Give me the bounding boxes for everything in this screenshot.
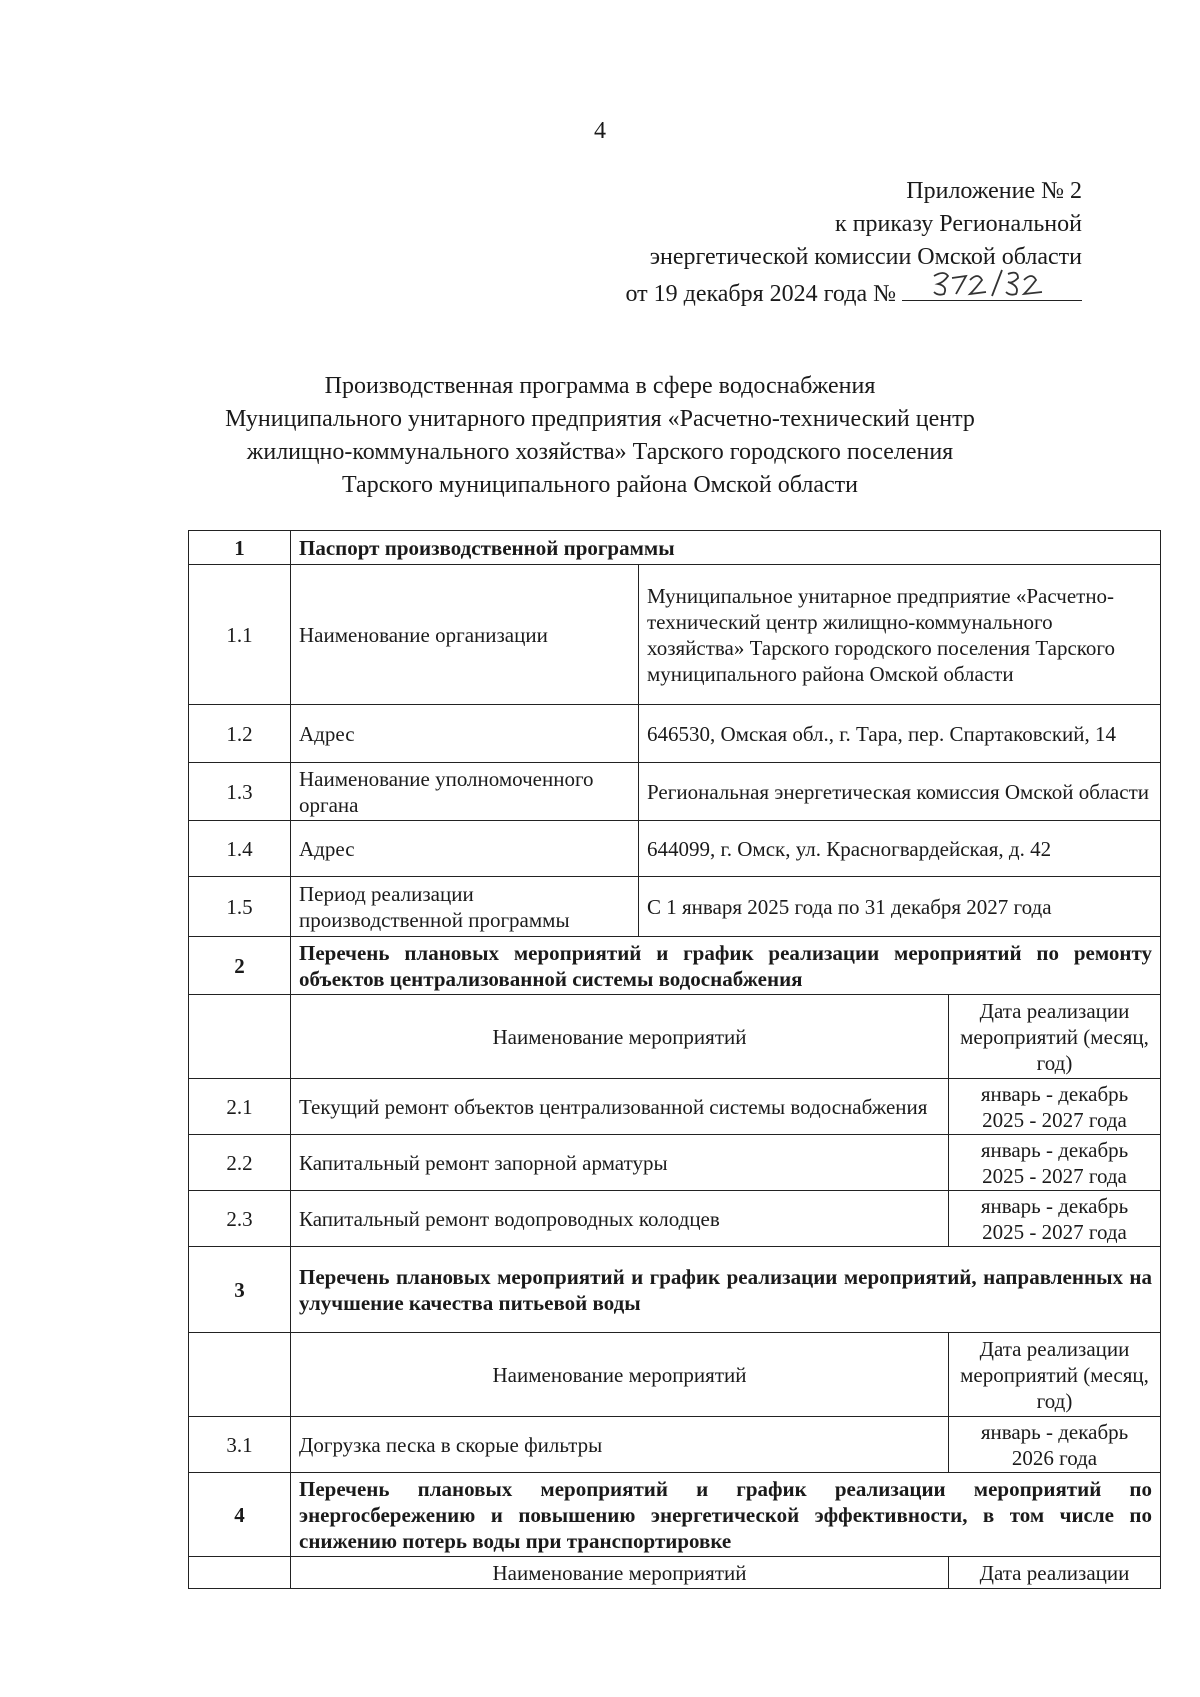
column-header-row bbox=[189, 995, 1161, 1079]
section-title: Перечень плановых мероприятий и график реализации мероприятий, направленных на улучшение качества питьевой воды bbox=[291, 1247, 1161, 1333]
activity-date bbox=[949, 1135, 1161, 1191]
row-label: Адрес bbox=[291, 821, 639, 877]
row-value: Муниципальное унитарное предприятие «Расчетно-технический центр жилищно-коммунального хозяйства» Тарского городского поселения Тарского муниципального района Омской области bbox=[639, 565, 1161, 705]
activity-date bbox=[949, 1417, 1161, 1473]
row-value: 646530, Омская обл., г. Тара, пер. Спартаковский, 14 bbox=[639, 705, 1161, 763]
document-title bbox=[150, 370, 1050, 502]
column-header-date: Дата реализации bbox=[949, 1557, 1161, 1589]
row-number: 2.1 bbox=[189, 1079, 291, 1135]
section-number: 4 bbox=[189, 1473, 291, 1557]
order-date-label: от 19 декабря 2024 года № bbox=[625, 281, 896, 307]
date-line: январь - декабрь bbox=[980, 1137, 1129, 1162]
table-row bbox=[189, 1135, 1161, 1191]
section-title: Перечень плановых мероприятий и график реализации мероприятий по энергосбережению и повышению энергетической эффективности, в том числе по снижению потерь воды при транспортировке bbox=[291, 1473, 1161, 1557]
date-line: 2025 - 2027 года bbox=[982, 1107, 1127, 1132]
table-row bbox=[189, 821, 1161, 877]
row-label: Адрес bbox=[291, 705, 639, 763]
title-line-1: Производственная программа в сфере водоснабжения bbox=[324, 373, 876, 399]
appendix-header bbox=[522, 175, 1082, 311]
row-label: Период реализации производственной программы bbox=[291, 877, 639, 937]
column-header-row bbox=[189, 1333, 1161, 1417]
title-line-4: Тарского муниципального района Омской области bbox=[341, 472, 858, 498]
row-value: С 1 января 2025 года по 31 декабря 2027 года bbox=[639, 877, 1161, 937]
date-line: 2025 - 2027 года bbox=[982, 1219, 1127, 1244]
section-2-header-row bbox=[189, 937, 1161, 995]
column-header-date: Дата реализации мероприятий (месяц, год) bbox=[949, 995, 1161, 1079]
column-header-name: Наименование мероприятий bbox=[291, 1333, 949, 1417]
section-1-header-row bbox=[189, 531, 1161, 565]
table-row bbox=[189, 1417, 1161, 1473]
table-row bbox=[189, 1191, 1161, 1247]
table-row bbox=[189, 705, 1161, 763]
empty-cell bbox=[189, 1557, 291, 1589]
activity-name: Капитальный ремонт запорной арматуры bbox=[291, 1135, 949, 1191]
empty-cell bbox=[189, 995, 291, 1079]
row-number: 2.2 bbox=[189, 1135, 291, 1191]
row-number: 2.3 bbox=[189, 1191, 291, 1247]
row-number: 1.2 bbox=[189, 705, 291, 763]
row-label: Наименование организации bbox=[291, 565, 639, 705]
section-title: Перечень плановых мероприятий и график реализации мероприятий по ремонту объектов централизованной системы водоснабжения bbox=[291, 937, 1161, 995]
date-line: 2026 года bbox=[1011, 1445, 1098, 1470]
table-row bbox=[189, 565, 1161, 705]
section-number: 2 bbox=[189, 937, 291, 995]
section-title: Паспорт производственной программы bbox=[291, 531, 1161, 565]
row-value: 644099, г. Омск, ул. Красногвардейская, д. 42 bbox=[639, 821, 1161, 877]
row-value: Региональная энергетическая комиссия Омской области bbox=[639, 763, 1161, 821]
activity-date bbox=[949, 1191, 1161, 1247]
activity-date bbox=[949, 1079, 1161, 1135]
activity-name: Текущий ремонт объектов централизованной системы водоснабжения bbox=[291, 1079, 949, 1135]
column-header-name: Наименование мероприятий bbox=[291, 995, 949, 1079]
section-number: 1 bbox=[189, 531, 291, 565]
title-line-2: Муниципального унитарного предприятия «Расчетно-технический центр bbox=[225, 406, 975, 432]
appendix-line-1: Приложение № 2 bbox=[906, 178, 1082, 204]
page-number: 4 bbox=[594, 118, 606, 144]
empty-cell bbox=[189, 1333, 291, 1417]
appendix-line-4 bbox=[522, 274, 1082, 311]
activity-name: Капитальный ремонт водопроводных колодцев bbox=[291, 1191, 949, 1247]
column-header-date: Дата реализации мероприятий (месяц, год) bbox=[949, 1333, 1161, 1417]
row-label: Наименование уполномоченного органа bbox=[291, 763, 639, 821]
row-number: 3.1 bbox=[189, 1417, 291, 1473]
date-line: январь - декабрь bbox=[980, 1081, 1129, 1106]
column-header-row bbox=[189, 1557, 1161, 1589]
date-line: январь - декабрь bbox=[980, 1419, 1129, 1444]
table-row bbox=[189, 877, 1161, 937]
program-table bbox=[188, 530, 1161, 1589]
column-header-name: Наименование мероприятий bbox=[291, 1557, 949, 1589]
title-line-3: жилищно-коммунального хозяйства» Тарского городского поселения bbox=[246, 439, 954, 465]
handwritten-order-number bbox=[930, 268, 1050, 298]
section-4-header-row bbox=[189, 1473, 1161, 1557]
section-number: 3 bbox=[189, 1247, 291, 1333]
date-line: январь - декабрь bbox=[980, 1193, 1129, 1218]
appendix-line-2: к приказу Региональной bbox=[835, 211, 1082, 237]
order-number-field bbox=[902, 274, 1082, 301]
date-line: 2025 - 2027 года bbox=[982, 1163, 1127, 1188]
table-row bbox=[189, 763, 1161, 821]
row-number: 1.5 bbox=[189, 877, 291, 937]
activity-name: Догрузка песка в скорые фильтры bbox=[291, 1417, 949, 1473]
row-number: 1.1 bbox=[189, 565, 291, 705]
row-number: 1.3 bbox=[189, 763, 291, 821]
row-number: 1.4 bbox=[189, 821, 291, 877]
section-3-header-row bbox=[189, 1247, 1161, 1333]
table-row bbox=[189, 1079, 1161, 1135]
appendix-line-3: энергетической комиссии Омской области bbox=[649, 244, 1082, 270]
